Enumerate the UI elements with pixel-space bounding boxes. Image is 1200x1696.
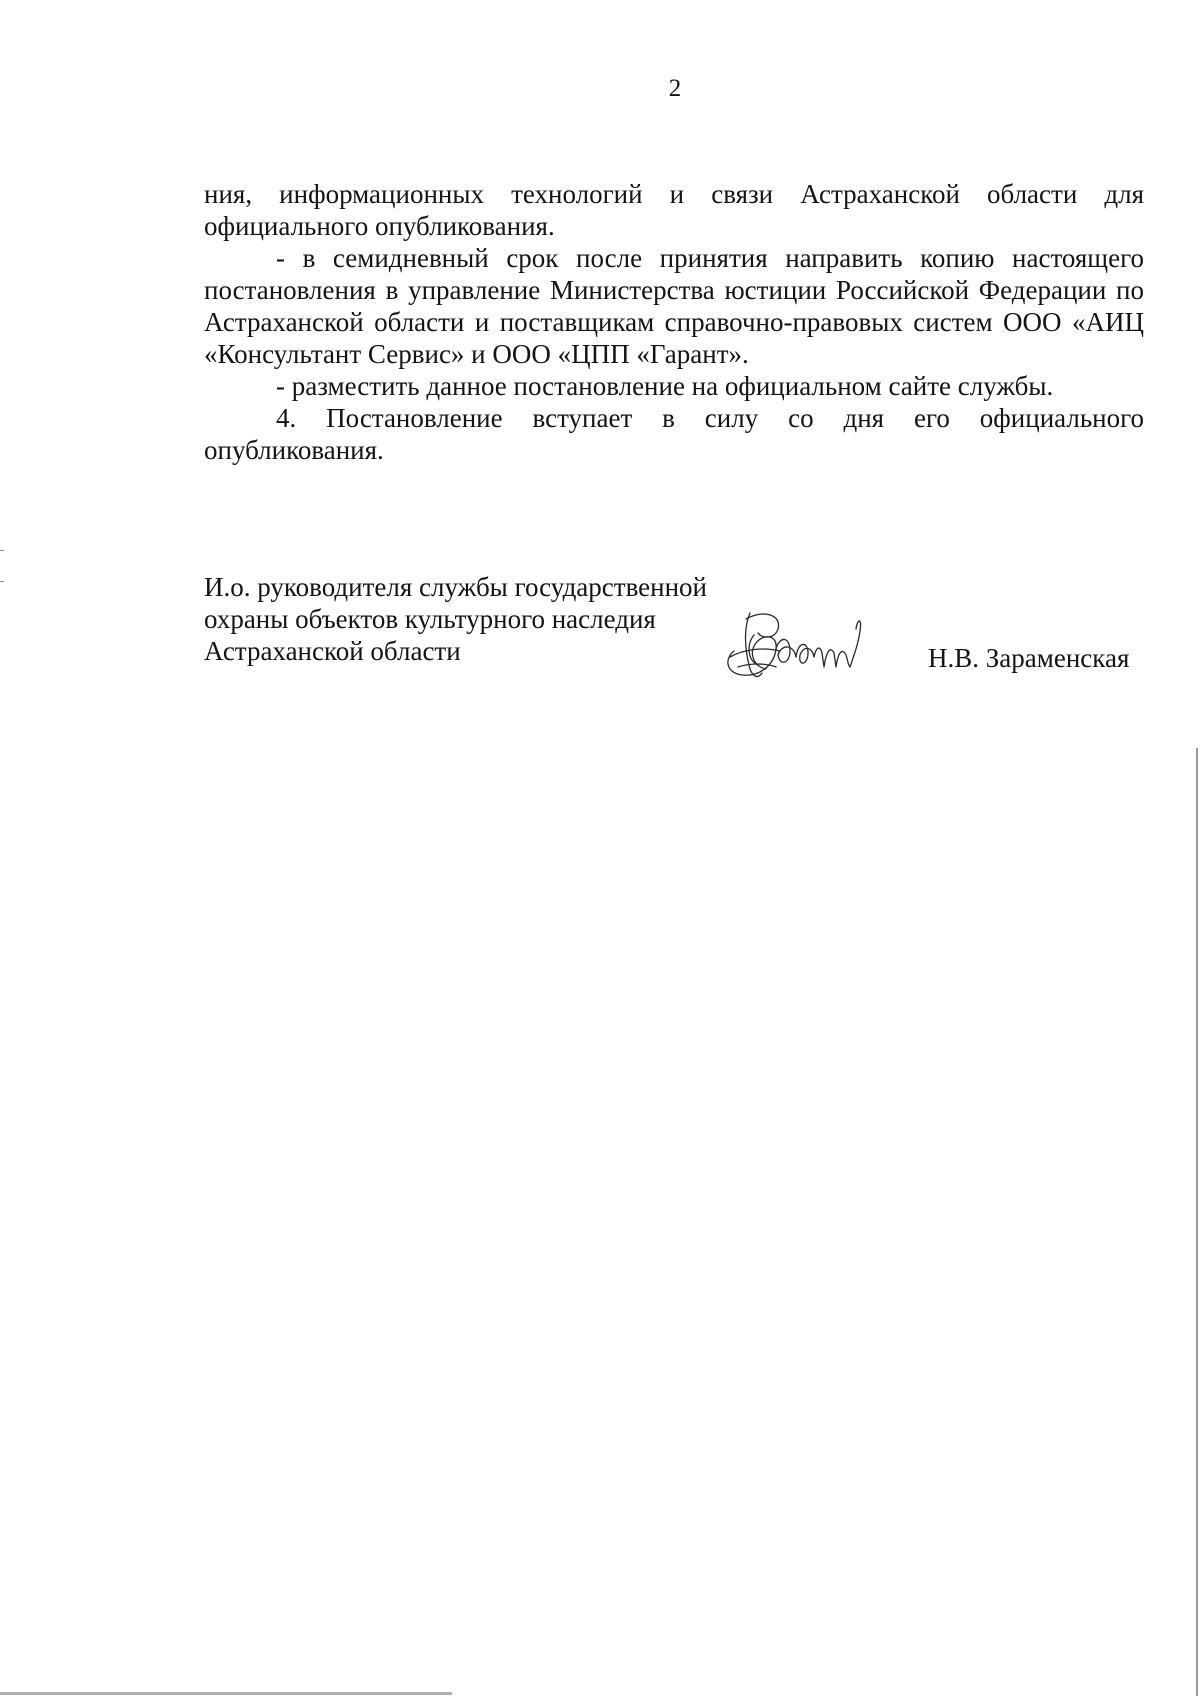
signatory-position (204, 571, 707, 667)
signatory-position-line: Астраханской области (204, 636, 461, 666)
signatory-position-line: И.о. руководителя службы государственной (204, 572, 707, 602)
paragraph-continuation: ния, информационных технологий и связи Астраханской области для официального опубликования. (204, 179, 1144, 241)
scan-edge-bottom (0, 1692, 452, 1695)
scan-tick-mark (0, 581, 4, 582)
page-number: 2 (668, 75, 682, 102)
handwritten-signature (720, 605, 880, 687)
signatory-position-line: охраны объектов культурного наследия (204, 604, 656, 634)
paragraph-effective-date: 4. Постановление вступает в силу со дня его официального опубликования. (204, 403, 1144, 465)
paragraph-publish-site: - разместить данное постановление на официальном сайте службы. (276, 371, 1054, 401)
document-body (204, 178, 1144, 466)
signer-name: Н.В. Зараменская (928, 643, 1130, 673)
scan-edge-right (1196, 748, 1198, 1696)
paragraph-send-copy: - в семидневный срок после принятия направить копию настоящего постановления в управление Министерства юстиции Российской Федерации по Астраханской области и поставщикам справочно-правовых систем ООО «АИЦ «Консультант Сервис» и ООО «ЦПП «Гарант». (204, 243, 1144, 369)
scan-tick-mark (0, 550, 4, 551)
